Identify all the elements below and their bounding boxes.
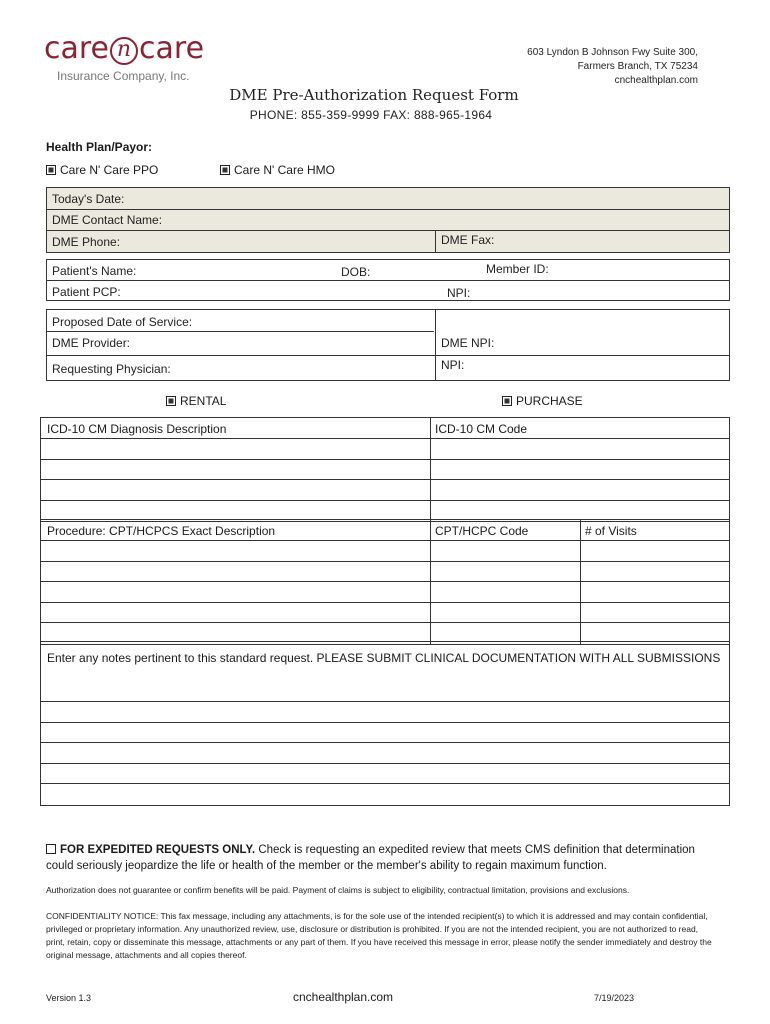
form-title: DME Pre-Authorization Request Form <box>229 86 519 104</box>
patient-name-label: Patient's Name: <box>52 264 137 278</box>
table-row[interactable] <box>41 603 729 624</box>
table-row[interactable] <box>41 439 729 460</box>
notes-line[interactable] <box>41 764 729 785</box>
notes-instructions: Enter any notes pertinent to this standard request. PLEASE SUBMIT CLINICAL DOCUMENTATION WITH ALL SUBMISSIONS <box>41 642 729 702</box>
option-hmo-label: Care N' Care HMO <box>234 163 335 177</box>
column-divider <box>430 439 431 459</box>
dme-contact-label: DME Contact Name: <box>52 213 163 227</box>
table-header-row <box>41 418 729 439</box>
notes-line[interactable] <box>41 723 729 744</box>
physician-row[interactable] <box>47 356 729 382</box>
expedited-text: Check is requesting an expedited review that meets CMS definition that determination could seriously jeopardize the life or health of the member or the member's ability to regain maximum function. <box>46 844 695 872</box>
option-ppo[interactable] <box>46 163 158 177</box>
notes-line[interactable] <box>41 743 729 764</box>
address-line: Farmers Branch, TX 75234 <box>577 61 698 72</box>
cpt-description-header: Procedure: CPT/HCPCS Exact Description <box>47 524 276 538</box>
cpt-code-header: CPT/HCPC Code <box>435 524 529 538</box>
checkbox-hmo[interactable] <box>220 165 230 175</box>
table-header-row <box>41 520 729 541</box>
dme-npi-label: DME NPI: <box>441 336 495 350</box>
column-divider <box>430 501 431 522</box>
column-divider <box>430 418 431 438</box>
checkbox-purchase[interactable] <box>502 396 512 406</box>
column-divider <box>580 541 581 561</box>
column-divider <box>430 603 431 623</box>
column-divider <box>430 582 431 602</box>
phone-fax-line: PHONE: 855-359-9999 FAX: 888-965-1964 <box>249 108 493 122</box>
option-purchase[interactable] <box>502 394 583 408</box>
expedited-request[interactable] <box>46 842 706 874</box>
table-row[interactable] <box>41 460 729 481</box>
column-divider <box>580 520 581 540</box>
confidentiality-notice: CONFIDENTIALITY NOTICE: This fax message, including any attachments, is for the sole use of the intended recipient(s) to which it is addressed and may contain confidential, privileged or proprietary information. Any unauthorized review, use, disclosure or distribution is prohibited. If you are not the intended recipient, you are not authorized to read, print, retain, copy or disseminate this message, attachments or any part of them. If you have received this message in error, please notify the sender immediately and destroy the original message, attachments and all copies thereof. <box>46 911 712 960</box>
column-divider <box>580 603 581 623</box>
rental-label: RENTAL <box>180 394 227 408</box>
table-row[interactable] <box>41 501 729 522</box>
pcp-npi-label: NPI: <box>447 286 471 300</box>
dme-contact-row[interactable] <box>47 210 729 231</box>
patient-name-row[interactable] <box>47 260 729 281</box>
table-row[interactable] <box>41 562 729 583</box>
patient-pcp-row[interactable] <box>47 281 729 302</box>
column-divider <box>430 480 431 500</box>
diagnosis-table <box>40 417 730 522</box>
option-hmo[interactable] <box>220 163 335 177</box>
notes-line[interactable] <box>41 702 729 723</box>
column-divider <box>580 562 581 582</box>
table-row[interactable] <box>41 541 729 562</box>
footer-url: cnchealthplan.com <box>292 990 394 1004</box>
logo-wordmark: care n care <box>44 31 205 66</box>
icd-description-header: ICD-10 CM Diagnosis Description <box>47 422 227 436</box>
column-divider <box>430 520 431 540</box>
visits-header: # of Visits <box>585 524 637 538</box>
notes-line[interactable] <box>41 784 729 805</box>
notes-section <box>40 641 730 806</box>
footer-version: Version 1.3 <box>46 993 92 1003</box>
logo-subtitle: Insurance Company, Inc. <box>57 69 190 83</box>
dme-provider-label: DME Provider: <box>52 336 131 350</box>
column-divider <box>430 460 431 480</box>
expedited-heading: FOR EXPEDITED REQUESTS ONLY. <box>60 844 256 856</box>
dme-phone-label: DME Phone: <box>52 235 121 249</box>
todays-date-label: Today's Date: <box>52 192 125 206</box>
health-plan-label: Health Plan/Payor: <box>46 140 153 154</box>
dme-fax-label: DME Fax: <box>441 233 495 247</box>
physician-label: Requesting Physician: <box>52 362 171 376</box>
checkbox-rental[interactable] <box>166 396 176 406</box>
patient-section <box>46 259 730 301</box>
address-line: 603 Lyndon B Johnson Fwy Suite 300, <box>527 47 698 58</box>
proposed-date-row[interactable] <box>47 310 434 332</box>
table-row[interactable] <box>41 480 729 501</box>
option-ppo-label: Care N' Care PPO <box>60 163 159 177</box>
divider <box>435 231 436 253</box>
company-address <box>527 46 698 88</box>
address-website: cnchealthplan.com <box>614 75 698 86</box>
member-id-label: Member ID: <box>486 262 549 276</box>
physician-npi-label: NPI: <box>441 358 465 372</box>
checkbox-expedited[interactable] <box>46 844 56 854</box>
patient-pcp-label: Patient PCP: <box>52 285 121 299</box>
dme-provider-row[interactable] <box>47 332 729 356</box>
table-row[interactable] <box>41 582 729 603</box>
checkbox-ppo[interactable] <box>46 165 56 175</box>
purchase-label: PURCHASE <box>516 394 583 408</box>
service-section <box>46 309 730 381</box>
todays-date-row[interactable] <box>47 188 729 210</box>
column-divider <box>430 541 431 561</box>
proposed-date-label: Proposed Date of Service: <box>52 315 193 329</box>
procedure-table <box>40 519 730 645</box>
option-rental[interactable] <box>166 394 226 408</box>
disclaimer-text: Authorization does not guarantee or confirm benefits will be paid. Payment of claims is subject to eligibility, contractual limitation, provisions and exclusions. <box>46 885 630 895</box>
company-logo <box>44 31 205 83</box>
footer-date: 7/19/2023 <box>594 993 635 1003</box>
dme-contact-section <box>46 187 730 253</box>
column-divider <box>580 582 581 602</box>
dob-label: DOB: <box>341 265 371 279</box>
icd-code-header: ICD-10 CM Code <box>435 422 528 436</box>
dme-phone-row <box>47 231 729 253</box>
column-divider <box>430 562 431 582</box>
